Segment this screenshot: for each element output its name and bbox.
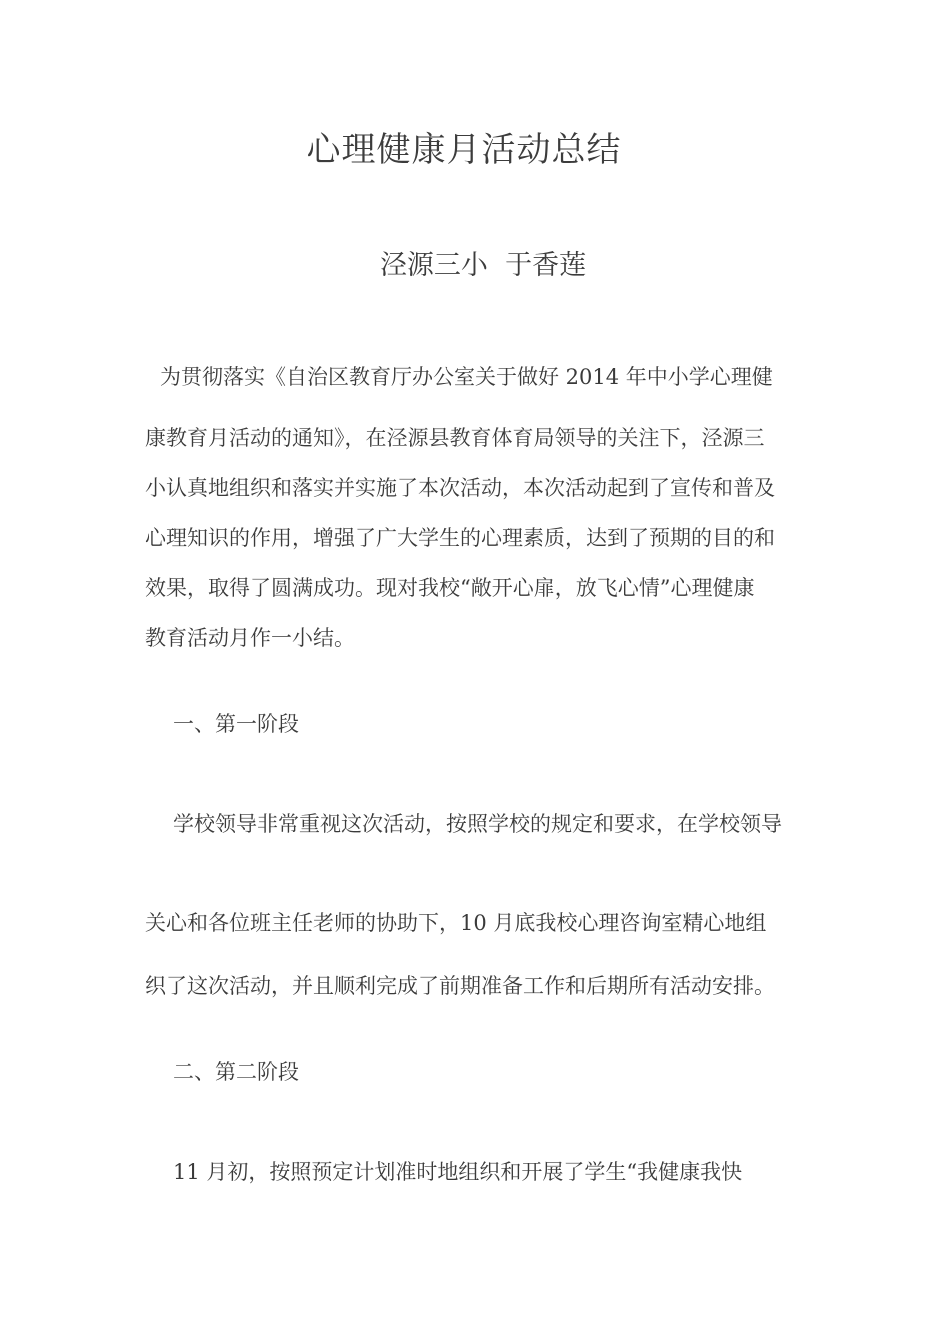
paragraph-line: 效果，取得了圆满成功。现对我校“敞开心扉，放飞心情”心理健康 — [145, 576, 755, 600]
paragraph-line: 织了这次活动，并且顺利完成了前期准备工作和后期所有活动安排。 — [145, 974, 775, 998]
paragraph-line: 11 月初，按照预定计划准时地组织和开展了学生“我健康我快 — [173, 1160, 743, 1184]
paragraph-line: 心理知识的作用，增强了广大学生的心理素质，达到了预期的目的和 — [145, 526, 775, 550]
paragraph-line: 为贯彻落实《自治区教育厅办公室关于做好 2014 年中小学心理健 — [160, 365, 773, 389]
paragraph-line: 关心和各位班主任老师的协助下，10 月底我校心理咨询室精心地组 — [145, 911, 767, 935]
paragraph-line: 教育活动月作一小结。 — [145, 626, 355, 650]
paragraph-line: 康教育月活动的通知》，在泾源县教育体育局领导的关注下，泾源三 — [145, 426, 765, 450]
section-heading-1: 一、第一阶段 — [173, 712, 299, 736]
paragraph-line: 学校领导非常重视这次活动，按照学校的规定和要求，在学校领导 — [173, 812, 782, 836]
document-author: 泾源三小 于香莲 — [379, 250, 587, 281]
document-title: 心理健康月活动总结 — [306, 130, 622, 170]
section-heading-2: 二、第二阶段 — [173, 1060, 299, 1084]
paragraph-line: 小认真地组织和落实并实施了本次活动，本次活动起到了宣传和普及 — [145, 476, 775, 500]
